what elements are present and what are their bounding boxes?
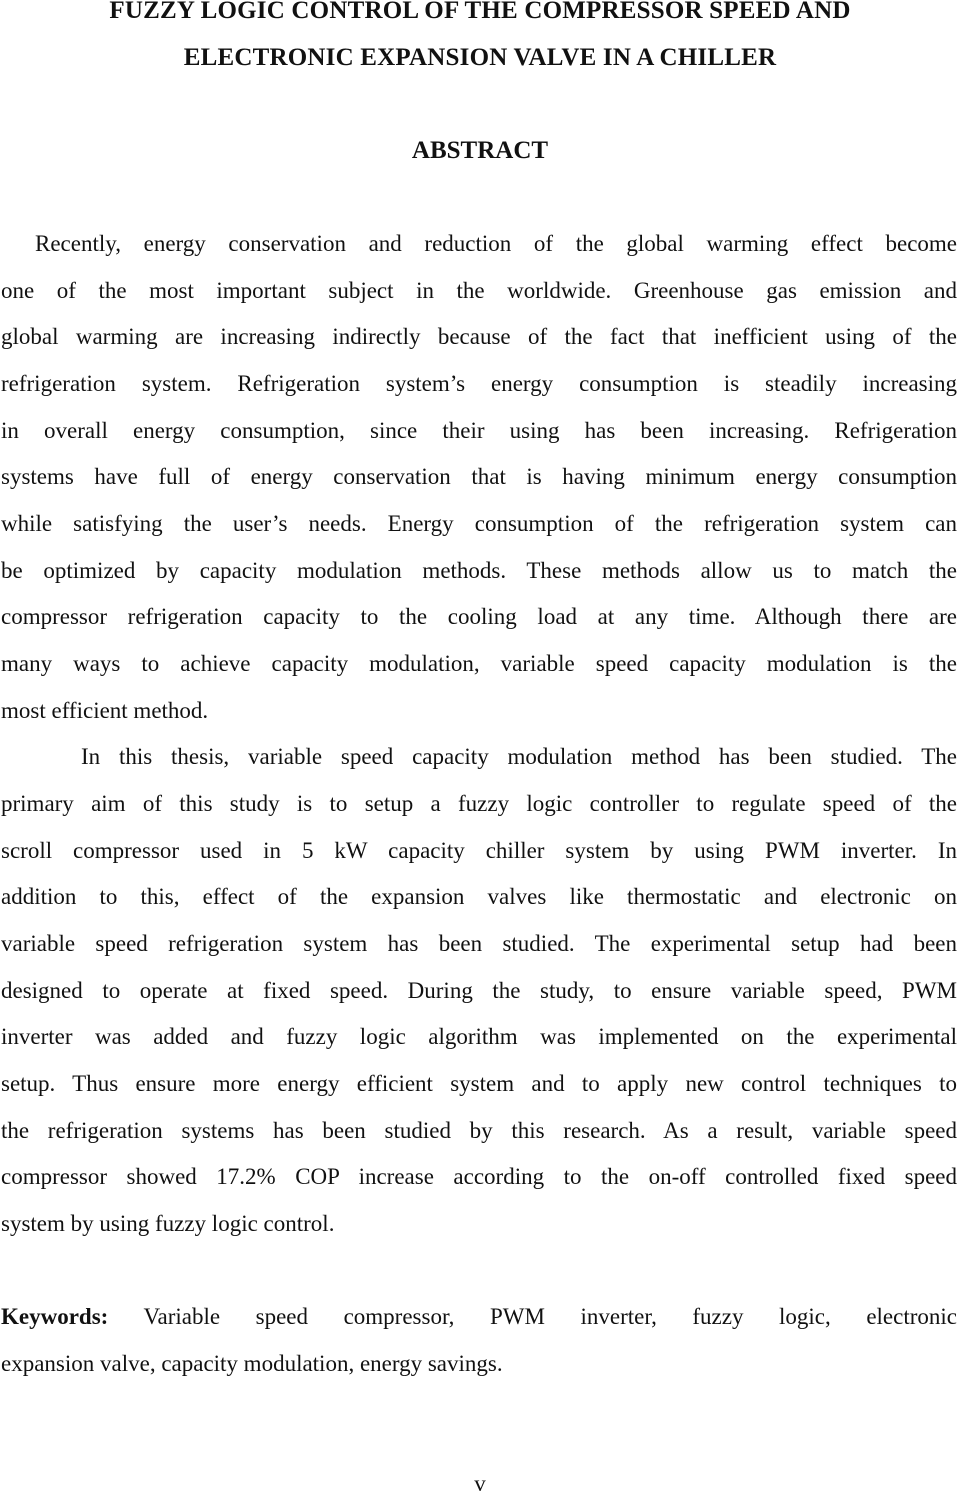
paragraph-1-line: Recently, energy conservation and reduction of the global warming effect become — [35, 231, 957, 256]
paragraph-2-line: system by using fuzzy logic control. — [1, 1211, 335, 1236]
page-number: v — [474, 1471, 486, 1496]
paragraph-2-line: addition to this, effect of the expansion valves like thermostatic and electronic on — [1, 884, 957, 909]
paragraph-1-line: compressor refrigeration capacity to the cooling load at any time. Although there are — [1, 604, 957, 629]
paragraph-1-line: systems have full of energy conservation that is having minimum energy consumption — [1, 464, 957, 489]
paragraph-2-line: designed to operate at fixed speed. During the study, to ensure variable speed, PWM — [1, 978, 957, 1003]
keywords-line-2: expansion valve, capacity modulation, energy savings. — [1, 1351, 503, 1376]
paragraph-2-line: inverter was added and fuzzy logic algorithm was implemented on the experimental — [1, 1024, 957, 1049]
paragraph-2-line: the refrigeration systems has been studied by this research. As a result, variable speed — [1, 1118, 957, 1143]
keywords-text: Variable speed compressor, PWM inverter, fuzzy logic, electronic — [108, 1304, 957, 1329]
paragraph-1-line: most efficient method. — [1, 698, 209, 723]
paragraph-1-line: in overall energy consumption, since their using has been increasing. Refrigeration — [1, 418, 957, 443]
paragraph-1-line: be optimized by capacity modulation methods. These methods allow us to match the — [1, 558, 957, 583]
paragraph-1-line: refrigeration system. Refrigeration system’s energy consumption is steadily increasing — [1, 371, 957, 396]
paragraph-2-line: variable speed refrigeration system has been studied. The experimental setup had been — [1, 931, 957, 956]
paragraph-2-line: scroll compressor used in 5 kW capacity chiller system by using PWM inverter. In — [1, 838, 957, 863]
keywords-line-1 — [1, 1302, 957, 1332]
paragraph-2-line: compressor showed 17.2% COP increase according to the on-off controlled fixed speed — [1, 1164, 957, 1189]
paragraph-2-line: primary aim of this study is to setup a fuzzy logic controller to regulate speed of the — [1, 791, 957, 816]
thesis-title-line-1: FUZZY LOGIC CONTROL OF THE COMPRESSOR SPEED AND — [109, 0, 851, 24]
paragraph-1-line: while satisfying the user’s needs. Energy consumption of the refrigeration system can — [1, 511, 957, 536]
paragraph-1-line: many ways to achieve capacity modulation, variable speed capacity modulation is the — [1, 651, 957, 676]
keywords-label: Keywords: — [1, 1304, 109, 1329]
abstract-heading: ABSTRACT — [411, 137, 549, 164]
paragraph-1-line: global warming are increasing indirectly because of the fact that inefficient using of the — [1, 324, 957, 349]
paragraph-1-line: one of the most important subject in the worldwide. Greenhouse gas emission and — [1, 278, 957, 303]
paragraph-2-line: In this thesis, variable speed capacity modulation method has been studied. The — [81, 744, 957, 769]
paragraph-2-line: setup. Thus ensure more energy efficient system and to apply new control techniques to — [1, 1071, 957, 1096]
thesis-title-line-2: ELECTRONIC EXPANSION VALVE IN A CHILLER — [183, 44, 777, 71]
